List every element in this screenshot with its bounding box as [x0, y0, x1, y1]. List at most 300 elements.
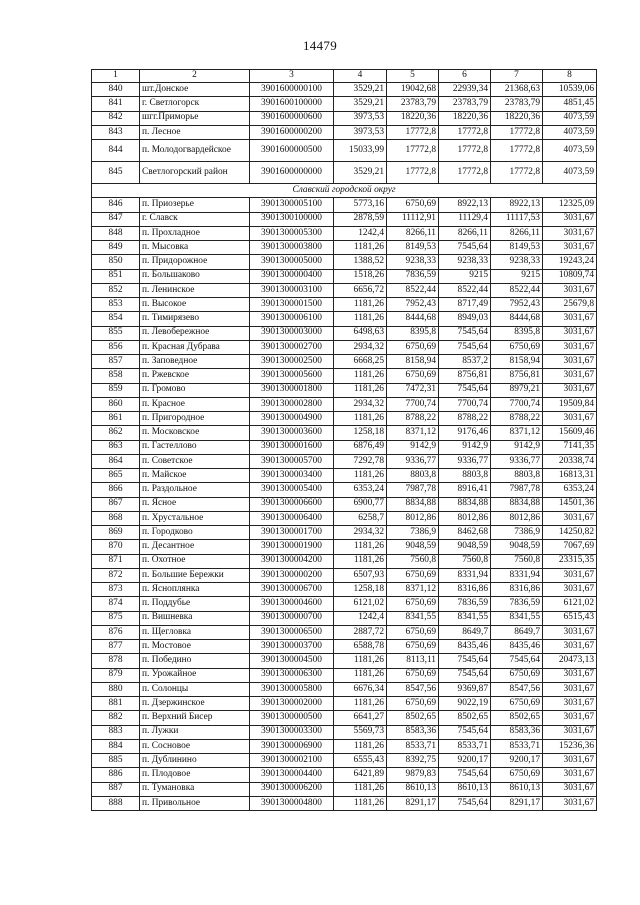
value-cell: 10539,06 [543, 83, 597, 97]
settlement-code: 3901600000600 [250, 111, 334, 125]
value-cell: 8149,53 [387, 241, 439, 255]
settlement-name: п. Мысовка [140, 241, 250, 255]
table-row [92, 369, 597, 383]
value-cell: 3031,67 [543, 212, 597, 226]
value-cell: 5569,73 [334, 725, 387, 739]
header-cell: 5 [387, 70, 439, 83]
value-cell: 18220,36 [387, 111, 439, 125]
settlement-name: п. Ясное [140, 497, 250, 511]
row-number: 888 [92, 796, 140, 810]
settlement-name: п. Победино [140, 654, 250, 668]
header-cell: 8 [543, 70, 597, 83]
table-row [92, 111, 597, 125]
value-cell: 8316,86 [439, 583, 491, 597]
value-cell: 1181,26 [334, 298, 387, 312]
value-cell: 6900,77 [334, 497, 387, 511]
settlement-name: п. Раздольное [140, 483, 250, 497]
value-cell: 8583,36 [491, 725, 543, 739]
value-cell: 7836,59 [439, 597, 491, 611]
table-row [92, 469, 597, 483]
value-cell: 9238,33 [387, 255, 439, 269]
value-cell: 1181,26 [334, 369, 387, 383]
value-cell: 1181,26 [334, 241, 387, 255]
row-number: 878 [92, 654, 140, 668]
table-row [92, 312, 597, 326]
value-cell: 8462,68 [439, 526, 491, 540]
table-row [92, 768, 597, 782]
value-cell: 3031,67 [543, 625, 597, 639]
value-cell: 8533,71 [387, 739, 439, 753]
value-cell: 18220,36 [491, 111, 543, 125]
value-cell: 9142,9 [491, 440, 543, 454]
value-cell: 23783,79 [387, 97, 439, 111]
settlement-name: шгг.Приморье [140, 111, 250, 125]
table-row [92, 739, 597, 753]
settlement-name: п. Дзержинское [140, 697, 250, 711]
settlement-code: 3901300005800 [250, 682, 334, 696]
settlement-code: 3901300006100 [250, 312, 334, 326]
value-cell: 3031,67 [543, 754, 597, 768]
value-cell: 1181,26 [334, 697, 387, 711]
value-cell: 8610,13 [491, 782, 543, 796]
value-cell: 23315,35 [543, 554, 597, 568]
settlement-code: 3901600000000 [250, 162, 334, 184]
settlement-code: 3901300004900 [250, 412, 334, 426]
settlement-name: п. Тумановка [140, 782, 250, 796]
row-number: 849 [92, 241, 140, 255]
value-cell: 3031,67 [543, 568, 597, 582]
value-cell: 3031,67 [543, 725, 597, 739]
row-number: 844 [92, 140, 140, 162]
value-cell: 8291,17 [387, 796, 439, 810]
settlement-code: 3901600000100 [250, 83, 334, 97]
table-row [92, 198, 597, 212]
value-cell: 2878,59 [334, 212, 387, 226]
settlement-name: п. Красная Дубрава [140, 340, 250, 354]
value-cell: 1258,18 [334, 426, 387, 440]
value-cell: 9048,59 [387, 540, 439, 554]
value-cell: 22939,34 [439, 83, 491, 97]
section-title: Славский городской округ [92, 184, 597, 198]
value-cell: 1181,26 [334, 469, 387, 483]
header-cell: 3 [250, 70, 334, 83]
value-cell: 8756,81 [491, 369, 543, 383]
settlement-code: 3901300001900 [250, 540, 334, 554]
value-cell: 4073,59 [543, 111, 597, 125]
value-cell: 8949,03 [439, 312, 491, 326]
value-cell: 1181,26 [334, 312, 387, 326]
value-cell: 8547,56 [387, 682, 439, 696]
value-cell: 7141,35 [543, 440, 597, 454]
value-cell: 9215 [491, 269, 543, 283]
settlement-code: 3901300001800 [250, 383, 334, 397]
row-number: 858 [92, 369, 140, 383]
settlement-name: п. Прохладное [140, 226, 250, 240]
settlement-name: п. Щегловка [140, 625, 250, 639]
value-cell: 8371,12 [387, 583, 439, 597]
settlement-name: п. Хрустальное [140, 511, 250, 525]
value-cell: 1181,26 [334, 796, 387, 810]
value-cell: 6750,69 [387, 369, 439, 383]
settlement-code: 3901300100000 [250, 212, 334, 226]
value-cell: 9176,46 [439, 426, 491, 440]
row-number: 868 [92, 511, 140, 525]
value-cell: 7700,74 [387, 397, 439, 411]
table-row [92, 355, 597, 369]
settlement-code: 3901300006600 [250, 497, 334, 511]
settlement-code: 3901300003000 [250, 326, 334, 340]
value-cell: 7545,64 [439, 725, 491, 739]
value-cell: 1181,26 [334, 668, 387, 682]
row-number: 851 [92, 269, 140, 283]
row-number: 842 [92, 111, 140, 125]
settlement-code: 3901300003400 [250, 469, 334, 483]
settlement-code: 3901600000500 [250, 140, 334, 162]
value-cell: 20473,13 [543, 654, 597, 668]
settlement-name: п. Майское [140, 469, 250, 483]
value-cell: 8266,11 [387, 226, 439, 240]
row-number: 840 [92, 83, 140, 97]
settlement-code: 3901300004400 [250, 768, 334, 782]
table-row [92, 511, 597, 525]
value-cell: 17772,8 [387, 162, 439, 184]
value-cell: 7292,78 [334, 454, 387, 468]
value-cell: 17772,8 [387, 125, 439, 139]
settlement-code: 3901300004500 [250, 654, 334, 668]
value-cell: 3031,67 [543, 697, 597, 711]
value-cell: 19042,68 [387, 83, 439, 97]
settlement-code: 3901300004600 [250, 597, 334, 611]
settlement-name: п. Высокое [140, 298, 250, 312]
value-cell: 8834,88 [439, 497, 491, 511]
value-cell: 2934,32 [334, 340, 387, 354]
value-cell: 8341,55 [439, 611, 491, 625]
value-cell: 8341,55 [491, 611, 543, 625]
settlement-name: п. Плодовое [140, 768, 250, 782]
value-cell: 3031,67 [543, 782, 597, 796]
row-number: 877 [92, 640, 140, 654]
value-cell: 7545,64 [439, 241, 491, 255]
settlement-code: 3901300002800 [250, 397, 334, 411]
settlement-name: п. Лужки [140, 725, 250, 739]
value-cell: 19243,24 [543, 255, 597, 269]
value-cell: 8583,36 [387, 725, 439, 739]
value-cell: 23783,79 [491, 97, 543, 111]
value-cell: 6750,69 [491, 668, 543, 682]
value-cell: 9200,17 [439, 754, 491, 768]
value-cell: 11112,91 [387, 212, 439, 226]
table-row [92, 212, 597, 226]
row-number: 874 [92, 597, 140, 611]
value-cell: 7836,59 [491, 597, 543, 611]
value-cell: 12325,09 [543, 198, 597, 212]
value-cell: 6750,69 [387, 640, 439, 654]
table-row [92, 454, 597, 468]
row-number: 863 [92, 440, 140, 454]
value-cell: 8916,41 [439, 483, 491, 497]
value-cell: 8316,86 [491, 583, 543, 597]
value-cell: 15609,46 [543, 426, 597, 440]
value-cell: 8922,13 [439, 198, 491, 212]
row-number: 885 [92, 754, 140, 768]
row-number: 855 [92, 326, 140, 340]
value-cell: 8502,65 [491, 711, 543, 725]
table-row [92, 162, 597, 184]
value-cell: 8756,81 [439, 369, 491, 383]
row-number: 871 [92, 554, 140, 568]
value-cell: 8610,13 [387, 782, 439, 796]
value-cell: 8149,53 [491, 241, 543, 255]
settlement-code: 3901300005600 [250, 369, 334, 383]
value-cell: 9879,83 [387, 768, 439, 782]
settlement-code: 3901300000200 [250, 568, 334, 582]
settlement-code: 3901300003100 [250, 283, 334, 297]
settlement-name: п. Мостовое [140, 640, 250, 654]
value-cell: 6750,69 [387, 568, 439, 582]
table-row [92, 754, 597, 768]
value-cell: 6750,69 [491, 697, 543, 711]
value-cell: 7472,31 [387, 383, 439, 397]
settlement-name: Светлогорский район [140, 162, 250, 184]
value-cell: 17772,8 [491, 140, 543, 162]
value-cell: 7700,74 [491, 397, 543, 411]
value-cell: 3031,67 [543, 355, 597, 369]
table-row [92, 83, 597, 97]
value-cell: 8435,46 [491, 640, 543, 654]
row-number: 876 [92, 625, 140, 639]
value-cell: 6515,43 [543, 611, 597, 625]
settlement-code: 3901600100000 [250, 97, 334, 111]
value-cell: 8444,68 [491, 312, 543, 326]
value-cell: 8547,56 [491, 682, 543, 696]
value-cell: 9238,33 [439, 255, 491, 269]
value-cell: 7952,43 [387, 298, 439, 312]
settlement-code: 3901300001700 [250, 526, 334, 540]
settlement-name: п. Привольное [140, 796, 250, 810]
settlement-name: п. Городково [140, 526, 250, 540]
value-cell: 6750,69 [387, 340, 439, 354]
settlement-name: п. Большаково [140, 269, 250, 283]
table-row [92, 383, 597, 397]
value-cell: 6258,7 [334, 511, 387, 525]
settlement-code: 3901300003600 [250, 426, 334, 440]
value-cell: 7545,64 [439, 326, 491, 340]
value-cell: 8291,17 [491, 796, 543, 810]
value-cell: 6588,78 [334, 640, 387, 654]
row-number: 841 [92, 97, 140, 111]
table-row [92, 625, 597, 639]
row-number: 884 [92, 739, 140, 753]
row-number: 886 [92, 768, 140, 782]
table-row [92, 483, 597, 497]
row-number: 853 [92, 298, 140, 312]
value-cell: 8158,94 [387, 355, 439, 369]
settlement-code: 3901300002500 [250, 355, 334, 369]
table-row [92, 255, 597, 269]
row-number: 882 [92, 711, 140, 725]
value-cell: 20338,74 [543, 454, 597, 468]
row-number: 861 [92, 412, 140, 426]
page-number: 14479 [303, 38, 337, 53]
settlement-name: п. Ясноплянка [140, 583, 250, 597]
value-cell: 1181,26 [334, 654, 387, 668]
value-cell: 8522,44 [491, 283, 543, 297]
value-cell: 8444,68 [387, 312, 439, 326]
value-cell: 6121,02 [543, 597, 597, 611]
value-cell: 7952,43 [491, 298, 543, 312]
value-cell: 9048,59 [439, 540, 491, 554]
value-cell: 9142,9 [439, 440, 491, 454]
value-cell: 1181,26 [334, 383, 387, 397]
value-cell: 8502,65 [387, 711, 439, 725]
value-cell: 8522,44 [387, 283, 439, 297]
value-cell: 8341,55 [387, 611, 439, 625]
value-cell: 3031,67 [543, 668, 597, 682]
row-number: 870 [92, 540, 140, 554]
value-cell: 17772,8 [439, 125, 491, 139]
row-number: 854 [92, 312, 140, 326]
value-cell: 3973,53 [334, 111, 387, 125]
row-number: 852 [92, 283, 140, 297]
settlement-name: г. Светлогорск [140, 97, 250, 111]
value-cell: 7386,9 [387, 526, 439, 540]
value-cell: 8533,71 [491, 739, 543, 753]
settlement-name: п. Вишневка [140, 611, 250, 625]
table-row [92, 440, 597, 454]
value-cell: 7545,64 [439, 654, 491, 668]
value-cell: 3031,67 [543, 369, 597, 383]
value-cell: 2887,72 [334, 625, 387, 639]
value-cell: 1181,26 [334, 412, 387, 426]
value-cell: 3031,67 [543, 796, 597, 810]
settlement-code: 3901300002000 [250, 697, 334, 711]
value-cell: 3031,67 [543, 283, 597, 297]
table-row [92, 326, 597, 340]
settlement-code: 3901300000500 [250, 711, 334, 725]
value-cell: 8803,8 [387, 469, 439, 483]
value-cell: 3031,67 [543, 340, 597, 354]
value-cell: 2934,32 [334, 397, 387, 411]
value-cell: 8803,8 [491, 469, 543, 483]
settlement-name: шт.Донское [140, 83, 250, 97]
settlement-code: 3901300005700 [250, 454, 334, 468]
value-cell: 8922,13 [491, 198, 543, 212]
value-cell: 7545,64 [491, 654, 543, 668]
value-cell: 6750,69 [491, 768, 543, 782]
table-row [92, 583, 597, 597]
table-row [92, 283, 597, 297]
table-row [92, 426, 597, 440]
value-cell: 1181,26 [334, 554, 387, 568]
value-cell: 9369,87 [439, 682, 491, 696]
settlement-code: 3901300002100 [250, 754, 334, 768]
settlement-name: п. Молодогвардейское [140, 140, 250, 162]
value-cell: 8788,22 [439, 412, 491, 426]
value-cell: 6507,93 [334, 568, 387, 582]
settlement-name: п. Заповедное [140, 355, 250, 369]
value-cell: 7836,59 [387, 269, 439, 283]
row-number: 865 [92, 469, 140, 483]
value-cell: 19509,84 [543, 397, 597, 411]
value-cell: 9022,19 [439, 697, 491, 711]
value-cell: 7067,69 [543, 540, 597, 554]
settlement-name: п. Поддубье [140, 597, 250, 611]
value-cell: 8371,12 [491, 426, 543, 440]
value-cell: 8537,2 [439, 355, 491, 369]
value-cell: 8158,94 [491, 355, 543, 369]
value-cell: 3031,67 [543, 640, 597, 654]
section-row [92, 184, 597, 198]
settlement-name: п. Громово [140, 383, 250, 397]
value-cell: 14250,82 [543, 526, 597, 540]
value-cell: 8979,21 [491, 383, 543, 397]
value-cell: 1181,26 [334, 540, 387, 554]
row-number: 881 [92, 697, 140, 711]
value-cell: 25679,8 [543, 298, 597, 312]
settlement-code: 3901300005400 [250, 483, 334, 497]
value-cell: 6750,69 [491, 340, 543, 354]
value-cell: 23783,79 [439, 97, 491, 111]
value-cell: 8392,75 [387, 754, 439, 768]
settlement-name: п. Московское [140, 426, 250, 440]
value-cell: 9336,77 [439, 454, 491, 468]
value-cell: 15033,99 [334, 140, 387, 162]
value-cell: 6750,69 [387, 198, 439, 212]
row-number: 862 [92, 426, 140, 440]
value-cell: 8788,22 [491, 412, 543, 426]
settlement-name: г. Славск [140, 212, 250, 226]
table-row [92, 269, 597, 283]
row-number: 866 [92, 483, 140, 497]
settlement-name: п. Гастеллово [140, 440, 250, 454]
table-row [92, 412, 597, 426]
value-cell: 8649,7 [491, 625, 543, 639]
value-cell: 7987,78 [491, 483, 543, 497]
value-cell: 2934,32 [334, 526, 387, 540]
value-cell: 8395,8 [491, 326, 543, 340]
value-cell: 8012,86 [387, 511, 439, 525]
value-cell: 6421,89 [334, 768, 387, 782]
row-number: 860 [92, 397, 140, 411]
value-cell: 8331,94 [439, 568, 491, 582]
table-row [92, 540, 597, 554]
value-cell: 3031,67 [543, 326, 597, 340]
table-row [92, 725, 597, 739]
table-row [92, 597, 597, 611]
value-cell: 17772,8 [439, 140, 491, 162]
row-number: 857 [92, 355, 140, 369]
row-number: 875 [92, 611, 140, 625]
settlement-code: 3901300005000 [250, 255, 334, 269]
settlement-code: 3901300006400 [250, 511, 334, 525]
value-cell: 6641,27 [334, 711, 387, 725]
table-row [92, 654, 597, 668]
settlement-code: 3901300000400 [250, 269, 334, 283]
settlement-name: п. Верхний Бисер [140, 711, 250, 725]
row-number: 848 [92, 226, 140, 240]
value-cell: 6750,69 [387, 697, 439, 711]
table-row [92, 497, 597, 511]
value-cell: 8266,11 [491, 226, 543, 240]
value-cell: 3031,67 [543, 412, 597, 426]
value-cell: 3031,67 [543, 312, 597, 326]
table-row [92, 568, 597, 582]
settlement-name: п. Ржевское [140, 369, 250, 383]
value-cell: 6656,72 [334, 283, 387, 297]
value-cell: 1242,4 [334, 226, 387, 240]
value-cell: 6750,69 [387, 668, 439, 682]
value-cell: 11129,4 [439, 212, 491, 226]
